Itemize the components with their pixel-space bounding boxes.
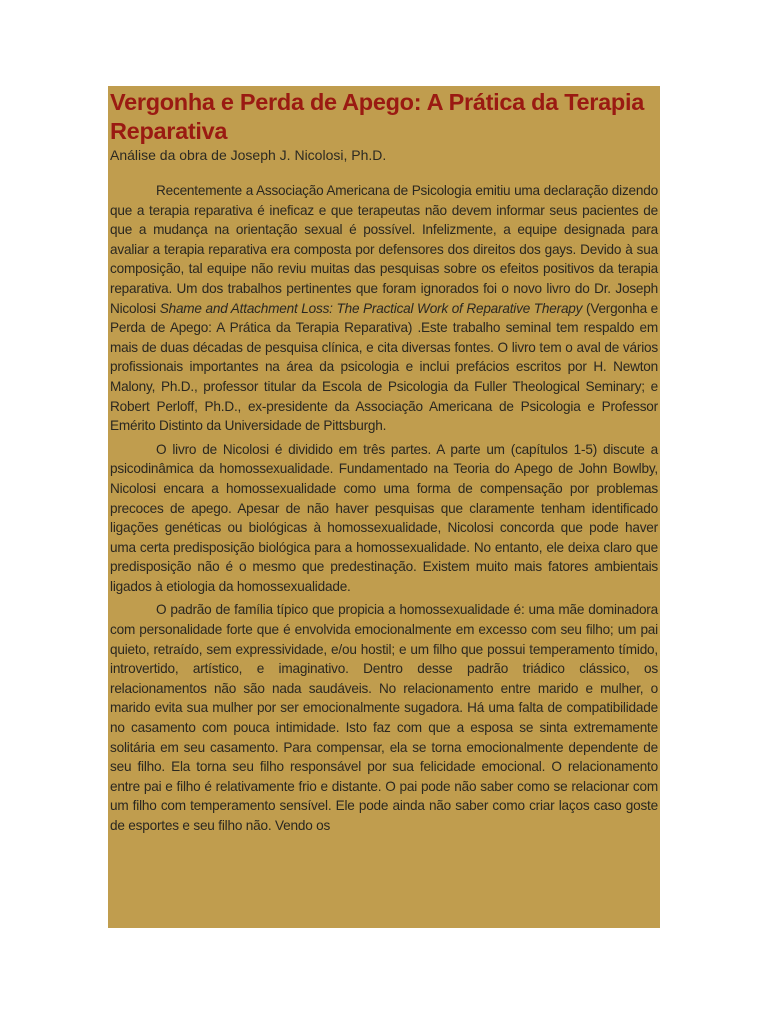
paragraph-1-text-b: (Vergonha e Perda de Apego: A Prática da Terapia Reparativa) .Este trabalho seminal tem respaldo em mais de duas décadas de pesquisa clínica, e cita diversas fontes. O livro tem o aval de vários profissionais importantes na área da psicologia e inclui prefácios escritos por H. Newton Malony, Ph.D., professor titular da Escola de Psicologia da Fuller Theological Seminary; e Robert Perloff, Ph.D., ex-presidente da Associação Americana de Psicologia e Professor Emérito Distinto da Universidade de Pittsburgh. bbox=[110, 300, 659, 434]
paragraph-2: O livro de Nicolosi é dividido em três partes. A parte um (capítulos 1-5) discute a psicodinâmica da homossexualidade. Fundamentado na Teoria do Apego de John Bowlby, Nicolosi encara a homossexualidade como uma forma de compensação por problemas precoces de apego. Apesar de não haver pesquisas que claramente tenham identificado ligações genéticas ou biológicas à homossexualidade, Nicolosi concorda que pode haver uma certa predisposição biológica para a homossexualidade. No entanto, ele deixa claro que predisposição não é o mesmo que predestinação. Existem muito mais fatores ambientais ligados à etiologia da homossexualidade. bbox=[110, 441, 658, 594]
book-title: Shame and Attachment Loss: The Practical Work of Reparative Therapy bbox=[159, 300, 583, 316]
article-subtitle: Análise da obra de Joseph J. Nicolosi, Ph.D. bbox=[110, 147, 387, 163]
article-panel bbox=[108, 86, 660, 928]
paragraph-1 bbox=[110, 181, 658, 436]
paragraph-3: O padrão de família típico que propicia a homossexualidade é: uma mãe dominadora com personalidade forte que é envolvida emocionalmente em excesso com seu filho; um pai quieto, retraído, sem expressividade, e/ou hostil; e um filho que possui temperamento tímido, introvertido, artístico, e imaginativo. Dentro desse padrão triádico clássico, os relacionamentos não são nada saudáveis. No relacionamento entre marido e mulher, o marido evita sua mulher por ser emocionalmente sugadora. Há uma falta de compatibilidade no casamento com pouca intimidade. Isto faz com que a esposa se sinta extremamente solitária em seu casamento. Para compensar, ela se torna emocionalmente dependente de seu filho. Ela torna seu filho responsável por sua felicidade emocional. O relacionamento entre pai e filho é relativamente frio e distante. O pai pode não saber como se relacionar com um filho com temperamento sensível. Ele pode ainda não saber como criar laços caso goste de esportes e seu filho não. Vendo os bbox=[110, 602, 658, 833]
article-title: Vergonha e Perda de Apego: A Prática da Terapia Reparativa bbox=[110, 89, 644, 144]
paragraph-1-text-a: Recentemente a Associação Americana de Psicologia emitiu uma declaração dizendo que a terapia reparativa é ineficaz e que terapeutas não devem informar seus pacientes de que a mudança na orientação sexual é possível. Infelizmente, a equipe designada para avaliar a terapia reparativa era composta por defensores dos direitos dos gays. Devido à sua composição, tal equipe não reviu muitas das pesquisas sobre os efeitos positivos da terapia reparativa. Um dos trabalhos pertinentes que foram ignorados foi o novo livro do Dr. Joseph Nicolosi bbox=[110, 183, 658, 316]
